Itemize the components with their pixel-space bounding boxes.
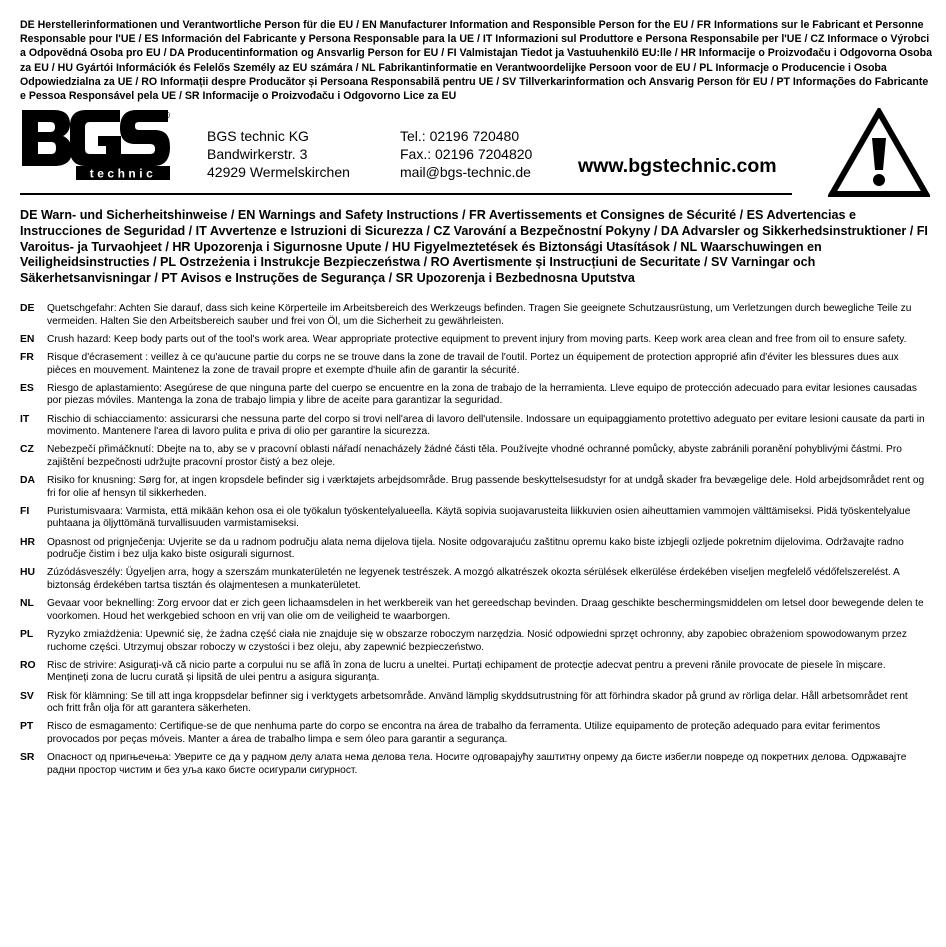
company-city: 42929 Wermelskirchen [207,164,350,180]
bgs-technic-logo [20,108,172,180]
company-mail: mail@bgs-technic.de [400,164,531,180]
warning-list [20,303,926,783]
warning-text: Quetschgefahr: Achten Sie darauf, dass sich keine Körperteile im Arbeitsbereich des Werkzeugs befinden. Tragen Sie geeignete Schutzausrüstung, um Verletzungen durch bewegliche Teile zu vermeiden. Halten Sie den Arbeitsbereich sauber und frei von Öl, um die Sicherheit zu gewährleisten. [47,303,912,327]
warning-text: Zúzódásveszély: Ügyeljen arra, hogy a szerszám munkaterületén ne legyenek testrészek. A mozgó alkatrészek okozta sérülések elkerülése érdekében viseljen megfelelő védőfelszerelést. A biztonság érdekében tartsa tisztán és olajmentesen a munkaterületet. [47,567,900,592]
warning-item-cz [20,444,926,469]
warning-text: Gevaar voor beknelling: Zorg ervoor dat er zich geen lichaamsdelen in het werkbereik van het gereedschap bevinden. Draag geschikte beschermingsmiddelen om letsel door bewegende delen te voorkomen. Houd het werkgebied schoon en vrij van olie om de veiligheid te waarborgen. [47,598,924,622]
warning-item-da [20,475,926,500]
language-code: ES [20,382,34,394]
warning-text: Risc de strivire: Asigurați-vă că nicio parte a corpului nu se află în zona de lucru a uneltei. Purtați echipament de protecție adecvat pentru a preveni rănile provocate de piesele în mișcare. Mențineți zona de lucru curată și lipsită de ulei pentru a asigura siguranța. [47,659,886,684]
language-code: PL [20,629,34,640]
language-code: SV [20,690,34,702]
language-code: RO [20,659,36,671]
warning-text: Опасност од пригњечења: Уверите се да у радном делу алата нема делова тела. Носите одговарајућу заштитну опрему да бисте избегли повреде од покретних делова. Одржавајте радни простор чистим и без уља како бисте осигурали сигурност. [47,752,907,776]
warning-item-pt [20,721,926,746]
warning-item-fr [20,352,926,377]
warning-text: Ryzyko zmiażdżenia: Upewnić się, że żadna część ciała nie znajduje się w obszarze roboczym narzędzia. Nosić odpowiedni sprzęt ochronny, aby zapobiec obrażeniom spowodowanym przez ruchome części. Utrzymuj obszar roboczy w czystości i bez oleju, aby zapewnić bezpieczeństwo. [47,629,907,653]
language-code: EN [20,333,35,345]
warning-text: Riesgo de aplastamiento: Asegúrese de que ninguna parte del cuerpo se encuentre en la zona de trabajo de la herramienta. Lleve equipo de protección adecuado para evitar lesiones causadas por piezas móviles. Mantenga la zona de trabajo limpia y libre de aceite para garantizar la seguridad. [47,382,917,407]
language-code: FR [20,351,34,363]
company-contact [400,127,532,181]
manufacturer-info-heading: DE Herstellerinformationen und Verantwortliche Person für die EU / EN Manufacturer Information and Responsible Person for the EU / FR Informations sur le Fabricant et Personne Responsable pour l'UE / ES Información del Fabricante y Persona Responsable para la UE / IT Informazioni sul Produttore e Persona Responsabile per l'UE / CZ Informace o Výrobci a Odpovědná Osoba pro EU / DA Producentinformation og Ansvarlig Person for EU / FI Valmistajan Tiedot ja Vastuuhenkilö EU:lle / HR Informacije o Proizvođaču i Odgovorna Osoba za EU / HU Gyártói Információk és Felelős Személy az EU számára / NL Fabrikantinformatie en Verantwoordelijke Persoon voor de EU / PL Informacje o Producencie i Osoba Odpowiedzialna za UE / RO Informații despre Producător și Persoana Responsabilă pentru UE / SV Tillverkarinformation och Ansvarig Person för EU / PT Informações do Fabricante e Pessoa Responsável pela UE / SR Informacije o Proizvođaču i Odgovorno Lice za EU [20,19,932,103]
company-tel: Tel.: 02196 720480 [400,128,520,144]
warning-text: Nebezpečí přimáčknutí: Dbejte na to, aby se v pracovní oblasti nářadí nenacházely žádné části těla. Používejte vhodné ochranné pomůcky, abyste zabránili poranění pohyblivými částmi. Pro zajištění bezpečnosti udržujte pracovní prostor čistý a bez oleje. [47,444,902,468]
warning-text: Crush hazard: Keep body parts out of the tool's work area. Wear appropriate protective equipment to prevent injury from moving parts. Keep work area clean and free from oil to ensure safety. [47,333,907,345]
language-code: IT [20,413,30,425]
header-rule [20,193,792,195]
warning-text: Opasnost od prignječenja: Uvjerite se da u radnom području alata nema dijelova tijela. Nosite odgovarajuću zaštitnu opremu kako biste izbjegli ozljede pokretnim dijelovima. Održavajte radno područje čistim i bez ulja kako biste osigurali sigurnost. [47,536,904,561]
warning-text: Risiko for knusning: Sørg for, at ingen kropsdele befinder sig i værktøjets arbejdsområde. Brug passende beskyttelsesudstyr for at undgå skader fra bevægelige dele. Hold arbejdsområdet rent og fri for olie af hensyn til sikkerheden. [47,475,925,499]
warning-item-pl [20,629,926,654]
company-street: Bandwirkerstr. 3 [207,146,308,162]
warning-text: Risk för klämning: Se till att inga kroppsdelar befinner sig i verktygets arbetsområde. Använd lämplig skyddsutrustning för att förhindra skador på grund av rörliga delar. Håll arbetsområdet rent och fritt från olja för att garantera säkerheten. [47,690,908,715]
warning-text: Rischio di schiacciamento: assicurarsi che nessuna parte del corpo si trovi nell'area di lavoro dell'utensile. Indossare un equipaggiamento protettivo adeguato per evitare lesioni causate da parti in movimento. Mantenere l'area di lavoro pulita e priva di olio per garantire la sicurezza. [47,413,925,438]
warning-item-es [20,383,926,408]
warning-item-sr [20,752,926,777]
language-code: HU [20,567,36,579]
registered-mark: ® [161,110,170,122]
language-code: FI [20,505,30,517]
warning-item-nl [20,598,926,623]
language-code: DA [20,475,36,487]
language-code: DE [20,303,35,314]
language-code: HR [20,536,36,548]
warnings-heading: DE Warn- und Sicherheitshinweise / EN Warnings and Safety Instructions / FR Avertissements et Consignes de Sécurité / ES Advertencias e Instrucciones de Seguridad / IT Avvertenze e Istruzioni di Sicurezza / CZ Varování a Bezpečnostní Pokyny / DA Advarsler og Sikkerhedsinstruktioner / FI Varoitus- ja Turvaohjeet / HR Upozorenja i Sigurnosne Upute / HU Figyelmeztetések és Biztonsági Utasítások / NL Waarschuwingen en Veiligheidsinstructies / PL Ostrzeżenia i Instrukcje Bezpieczeństwa / RO Avertismente și Instrucțiuni de Securitate / SV Varningar och Säkerhetsanvisningar / PT Avisos e Instruções de Segurança / SR Upozorenja i Bezbednosna Uputstva [20,208,928,286]
company-block [20,108,928,200]
company-name: BGS technic KG [207,128,309,144]
warning-item-en [20,334,926,347]
language-code: PT [20,721,34,733]
warning-item-hu [20,567,926,592]
company-address [207,127,350,181]
warning-item-sv [20,691,926,716]
warning-item-hr [20,537,926,562]
language-code: NL [20,598,34,610]
warning-text: Puristumisvaara: Varmista, että mikään kehon osa ei ole työkalun työskentelyalueella. Käytä sopivia suojavarusteita liikkuvien osien aiheuttamien vammojen välttämiseksi. Pidä työskentelyalue puhtaana ja öljyttömänä turvallisuuden varmistamiseksi. [47,505,911,530]
logo-subtext: technic [89,166,157,180]
warning-text: Risco de esmagamento: Certifique-se de que nenhuma parte do corpo se encontra na área de trabalho da ferramenta. Utilize equipamento de proteção adequado para evitar ferimentos provocados por peças móveis. Manter a área de trabalho limpa e sem óleo para garantir a segurança. [47,721,881,745]
warning-triangle-icon [828,108,930,198]
warning-item-it [20,414,926,439]
company-fax: Fax.: 02196 7204820 [400,146,533,162]
warning-item-ro [20,660,926,685]
warning-item-fi [20,506,926,531]
company-website: www.bgstechnic.com [578,155,777,177]
warning-text: Risque d'écrasement : veillez à ce qu'aucune partie du corps ne se trouve dans la zone de travail de l'outil. Portez un équipement de protection approprié afin d'éviter les blessures dues aux pièces en mouvement. Maintenez la zone de travail propre et exempte d'huile afin de garantir la sécurité. [47,351,899,376]
language-code: CZ [20,444,34,456]
warning-item-de [20,303,926,328]
language-code: SR [20,752,35,764]
